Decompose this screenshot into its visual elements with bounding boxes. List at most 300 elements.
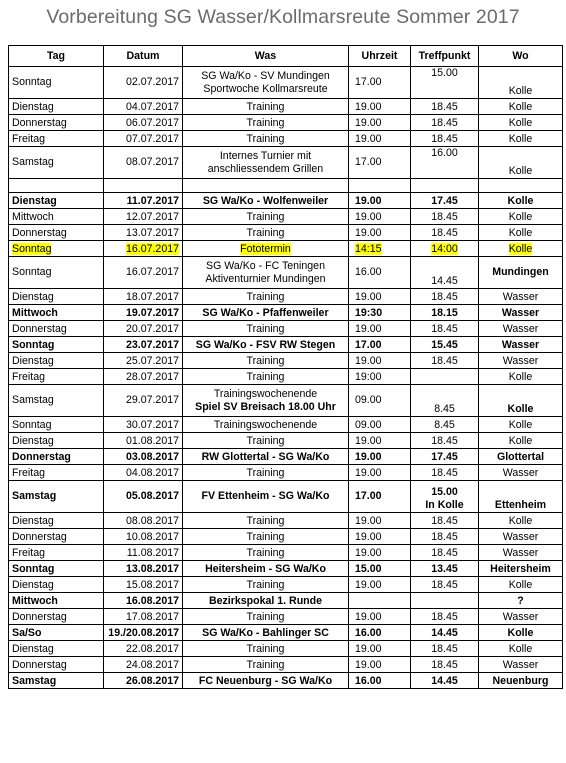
treffpunkt-text: 17.45: [431, 195, 458, 207]
treffpunkt-text: 15.00: [431, 67, 458, 79]
table-row: [9, 369, 563, 385]
cell-tag: [9, 369, 104, 385]
cell-uhrzeit: [349, 513, 411, 529]
table-row: [9, 481, 563, 513]
was-text: Training: [246, 515, 285, 527]
table-row: [9, 241, 563, 257]
uhrzeit-text: 19.00: [355, 643, 382, 655]
cell-was: [183, 241, 349, 257]
cell-uhrzeit: [349, 369, 411, 385]
cell-treffpunkt: [411, 241, 479, 257]
tag-text: Sonntag: [12, 419, 52, 431]
cell-wo: [479, 67, 563, 99]
cell-uhrzeit: [349, 147, 411, 179]
table-row: [9, 179, 563, 193]
treffpunkt-text: 18.45: [431, 579, 458, 591]
uhrzeit-text: 17.00: [355, 490, 382, 502]
cell-treffpunkt: [411, 481, 479, 513]
cell-datum: [104, 609, 183, 625]
cell-datum: [104, 193, 183, 209]
cell-datum: [104, 289, 183, 305]
cell-uhrzeit: [349, 657, 411, 673]
cell-was: [183, 289, 349, 305]
cell-datum: [104, 641, 183, 657]
cell-wo: [479, 321, 563, 337]
treffpunkt-text: 14.45: [431, 675, 458, 687]
cell-treffpunkt: [411, 305, 479, 321]
cell-datum: [104, 337, 183, 353]
tag-text: Sonntag: [12, 243, 52, 255]
cell-treffpunkt: [411, 593, 479, 609]
cell-tag: [9, 193, 104, 209]
was-text: Training: [246, 291, 285, 303]
cell-datum: [104, 481, 183, 513]
wo-text: Kolle: [508, 243, 533, 255]
table-row: [9, 513, 563, 529]
wo-text: Kolle: [508, 85, 533, 97]
cell-treffpunkt: [411, 193, 479, 209]
cell-datum: [104, 529, 183, 545]
cell-datum: [104, 417, 183, 433]
cell-was: [183, 115, 349, 131]
cell-datum: [104, 179, 183, 193]
uhrzeit-text: 19.00: [355, 227, 382, 239]
tag-text: Samstag: [12, 394, 54, 406]
cell-was: [183, 99, 349, 115]
cell-wo: [479, 225, 563, 241]
table-row: [9, 465, 563, 481]
table-row: [9, 257, 563, 289]
wo-text: Wasser: [502, 531, 539, 543]
cell-uhrzeit: [349, 449, 411, 465]
was-text-line2: Sportwoche Kollmarsreute: [203, 82, 328, 95]
cell-datum: [104, 385, 183, 417]
datum-text: 30.07.2017: [125, 419, 179, 431]
treffpunkt-text: 18.45: [431, 291, 458, 303]
wo-text: Kolle: [508, 419, 533, 431]
cell-treffpunkt: [411, 609, 479, 625]
cell-datum: [104, 577, 183, 593]
table-row: [9, 577, 563, 593]
cell-treffpunkt: [411, 225, 479, 241]
treffpunkt-text: 18.45: [431, 435, 458, 447]
wo-text: Kolle: [507, 627, 534, 639]
treffpunkt-text: 18.45: [431, 531, 458, 543]
cell-treffpunkt: [411, 657, 479, 673]
cell-datum: [104, 561, 183, 577]
cell-uhrzeit: [349, 545, 411, 561]
was-text: Training: [246, 659, 285, 671]
wo-text: Kolle: [507, 195, 534, 207]
uhrzeit-text: 19.00: [355, 659, 382, 671]
was-text: Training: [246, 133, 285, 145]
tag-text: Sonntag: [12, 339, 55, 351]
was-text: Training: [246, 323, 285, 335]
cell-treffpunkt: [411, 321, 479, 337]
was-text: Training: [246, 579, 285, 591]
datum-text: 12.07.2017: [125, 211, 179, 223]
treffpunkt-text: 18.45: [431, 659, 458, 671]
uhrzeit-text: 19.00: [355, 117, 382, 129]
datum-text: 19.07.2017: [125, 307, 179, 319]
cell-was: [183, 657, 349, 673]
cell-wo: [479, 147, 563, 179]
cell-treffpunkt: [411, 545, 479, 561]
datum-text: 06.07.2017: [125, 117, 179, 129]
cell-treffpunkt: [411, 209, 479, 225]
treffpunkt-text: 18.45: [431, 467, 458, 479]
cell-tag: [9, 305, 104, 321]
wo-text: Wasser: [502, 547, 539, 559]
schedule-table: [8, 45, 563, 689]
table-row: [9, 209, 563, 225]
cell-datum: [104, 369, 183, 385]
was-text: Training: [246, 355, 285, 367]
cell-was: [183, 449, 349, 465]
cell-tag: [9, 385, 104, 417]
cell-uhrzeit: [349, 353, 411, 369]
tag-text: Mittwoch: [12, 211, 54, 223]
cell-datum: [104, 465, 183, 481]
uhrzeit-text: 19.00: [355, 101, 382, 113]
cell-datum: [104, 433, 183, 449]
datum-text: 26.08.2017: [125, 675, 179, 687]
datum-text: 11.07.2017: [126, 195, 179, 207]
datum-text: 18.07.2017: [125, 291, 179, 303]
cell-tag: [9, 529, 104, 545]
cell-datum: [104, 513, 183, 529]
datum-text: 25.07.2017: [125, 355, 179, 367]
wo-text: Kolle: [508, 435, 533, 447]
was-text-line2: Aktiventurnier Mundingen: [205, 272, 326, 285]
cell-wo: [479, 545, 563, 561]
cell-tag: [9, 657, 104, 673]
uhrzeit-text: 19:00: [355, 371, 382, 383]
table-row: [9, 99, 563, 115]
wo-text: Neuenburg: [492, 675, 549, 687]
table-row: [9, 353, 563, 369]
wo-text: Kolle: [508, 579, 533, 591]
cell-uhrzeit: [349, 529, 411, 545]
tag-text: Dienstag: [12, 355, 54, 367]
cell-treffpunkt: [411, 641, 479, 657]
was-text: Training: [246, 101, 285, 113]
cell-uhrzeit: [349, 225, 411, 241]
tag-text: Sonntag: [12, 563, 55, 575]
was-text: Training: [246, 611, 285, 623]
treffpunkt-text: 18.45: [431, 101, 458, 113]
uhrzeit-text: 19.00: [355, 195, 382, 207]
cell-tag: [9, 337, 104, 353]
cell-was: [183, 353, 349, 369]
cell-wo: [479, 481, 563, 513]
treffpunkt-text: 18.45: [431, 227, 458, 239]
cell-datum: [104, 131, 183, 147]
cell-uhrzeit: [349, 577, 411, 593]
cell-uhrzeit: [349, 241, 411, 257]
wo-text: Kolle: [508, 643, 533, 655]
cell-uhrzeit: [349, 99, 411, 115]
tag-text: Donnerstag: [12, 659, 67, 671]
datum-text: 29.07.2017: [125, 394, 179, 406]
cell-was: [183, 593, 349, 609]
table-row: [9, 449, 563, 465]
cell-uhrzeit: [349, 609, 411, 625]
table-row: [9, 561, 563, 577]
table-row: [9, 593, 563, 609]
cell-treffpunkt: [411, 147, 479, 179]
uhrzeit-text: 15.00: [355, 563, 382, 575]
uhrzeit-text: 19.00: [355, 211, 382, 223]
cell-uhrzeit: [349, 321, 411, 337]
datum-text: 28.07.2017: [125, 371, 179, 383]
cell-datum: [104, 209, 183, 225]
datum-text: 17.08.2017: [125, 611, 179, 623]
cell-uhrzeit: [349, 673, 411, 689]
header-treffpunkt: Treffpunkt: [411, 46, 479, 67]
wo-text: Wasser: [502, 659, 539, 671]
was-text: SG Wa/Ko - FSV RW Stegen: [195, 339, 336, 351]
cell-datum: [104, 449, 183, 465]
was-text: Training: [246, 371, 285, 383]
treffpunkt-text: 18.45: [431, 117, 458, 129]
datum-text: 08.08.2017: [125, 515, 179, 527]
cell-treffpunkt: [411, 561, 479, 577]
cell-treffpunkt: [411, 289, 479, 305]
was-text: Training: [246, 211, 285, 223]
cell-tag: [9, 289, 104, 305]
datum-text: 01.08.2017: [125, 435, 179, 447]
uhrzeit-text: 19.00: [355, 531, 382, 543]
datum-text: 20.07.2017: [125, 323, 179, 335]
was-text: SG Wa/Ko - SV Mundingen: [201, 69, 330, 82]
cell-wo: [479, 369, 563, 385]
table-row: [9, 529, 563, 545]
uhrzeit-text: 19.00: [355, 435, 382, 447]
cell-uhrzeit: [349, 433, 411, 449]
cell-wo: [479, 115, 563, 131]
tag-text: Dienstag: [12, 515, 54, 527]
cell-was: [183, 321, 349, 337]
treffpunkt-text: 16.00: [431, 147, 458, 159]
wo-text: Kolle: [508, 101, 533, 113]
table-row: [9, 67, 563, 99]
cell-uhrzeit: [349, 115, 411, 131]
table-row: [9, 545, 563, 561]
table-row: [9, 433, 563, 449]
cell-datum: [104, 673, 183, 689]
datum-text: 03.08.2017: [125, 451, 179, 463]
cell-wo: [479, 529, 563, 545]
cell-tag: [9, 209, 104, 225]
was-text: Bezirkspokal 1. Runde: [208, 595, 323, 607]
cell-treffpunkt: [411, 625, 479, 641]
treffpunkt-text: 15.45: [431, 339, 458, 351]
treffpunkt-text: 14.45: [431, 627, 458, 639]
cell-wo: [479, 385, 563, 417]
was-text: Trainingswochenende: [213, 387, 318, 400]
header-row: [9, 46, 563, 67]
cell-wo: [479, 193, 563, 209]
tag-text: Dienstag: [12, 579, 54, 591]
wo-text: Wasser: [502, 467, 539, 479]
datum-text: 22.08.2017: [125, 643, 179, 655]
cell-wo: [479, 209, 563, 225]
cell-tag: [9, 625, 104, 641]
cell-wo: [479, 577, 563, 593]
cell-was: [183, 209, 349, 225]
tag-text: Donnerstag: [12, 611, 67, 623]
cell-datum: [104, 147, 183, 179]
cell-wo: [479, 417, 563, 433]
uhrzeit-text: 16.00: [355, 675, 382, 687]
was-text: SG Wa/Ko - Pfaffenweiler: [202, 307, 329, 319]
cell-was: [183, 513, 349, 529]
uhrzeit-text: 09.00: [355, 419, 382, 431]
tag-text: Donnerstag: [12, 227, 67, 239]
tag-text: Sa/So: [12, 627, 42, 639]
table-row: [9, 289, 563, 305]
was-text: Training: [246, 643, 285, 655]
header-tag: Tag: [9, 46, 104, 67]
cell-tag: [9, 179, 104, 193]
table-row: [9, 673, 563, 689]
wo-text: Mundingen: [492, 266, 549, 278]
uhrzeit-text: 19.00: [355, 467, 382, 479]
cell-treffpunkt: [411, 449, 479, 465]
tag-text: Mittwoch: [12, 595, 58, 607]
cell-wo: [479, 449, 563, 465]
cell-was: [183, 641, 349, 657]
cell-datum: [104, 115, 183, 131]
cell-datum: [104, 99, 183, 115]
tag-text: Donnerstag: [12, 451, 71, 463]
cell-treffpunkt: [411, 353, 479, 369]
datum-text: 07.07.2017: [125, 133, 179, 145]
wo-text: Wasser: [501, 339, 540, 351]
uhrzeit-text: 19.00: [355, 579, 382, 591]
datum-text: 13.08.2017: [125, 563, 179, 575]
cell-tag: [9, 449, 104, 465]
cell-wo: [479, 433, 563, 449]
cell-was: [183, 529, 349, 545]
wo-text: Ettenheim: [494, 499, 547, 511]
cell-wo: [479, 657, 563, 673]
tag-text: Sonntag: [12, 266, 52, 278]
cell-treffpunkt: [411, 179, 479, 193]
datum-text: 04.07.2017: [125, 101, 179, 113]
datum-text: 19./20.08.2017: [108, 627, 179, 639]
wo-text: Kolle: [508, 117, 533, 129]
cell-wo: [479, 641, 563, 657]
was-text: Training: [246, 547, 285, 559]
wo-text: Kolle: [508, 211, 533, 223]
cell-was: [183, 545, 349, 561]
cell-tag: [9, 417, 104, 433]
cell-tag: [9, 481, 104, 513]
datum-text: 08.07.2017: [125, 156, 179, 168]
cell-treffpunkt: [411, 577, 479, 593]
was-text: FV Ettenheim - SG Wa/Ko: [201, 490, 330, 502]
uhrzeit-text: 19.00: [355, 515, 382, 527]
cell-tag: [9, 99, 104, 115]
cell-uhrzeit: [349, 481, 411, 513]
cell-tag: [9, 545, 104, 561]
was-text: Trainingswochenende: [213, 419, 318, 431]
cell-was: [183, 225, 349, 241]
datum-text: 10.08.2017: [125, 531, 179, 543]
cell-treffpunkt: [411, 465, 479, 481]
cell-tag: [9, 131, 104, 147]
wo-text: Wasser: [502, 355, 539, 367]
tag-text: Samstag: [12, 675, 57, 687]
cell-uhrzeit: [349, 465, 411, 481]
cell-wo: [479, 353, 563, 369]
wo-text: Wasser: [502, 291, 539, 303]
uhrzeit-text: 19:30: [355, 307, 383, 319]
cell-wo: [479, 257, 563, 289]
cell-wo: [479, 593, 563, 609]
uhrzeit-text: 14:15: [355, 243, 382, 255]
table-row: [9, 385, 563, 417]
cell-treffpunkt: [411, 131, 479, 147]
treffpunkt-text: 15.00: [431, 486, 458, 498]
table-row: [9, 417, 563, 433]
cell-datum: [104, 321, 183, 337]
was-text: Training: [246, 117, 285, 129]
cell-tag: [9, 641, 104, 657]
treffpunkt-text: 8.45: [434, 419, 455, 431]
was-text-line2: anschliessendem Grillen: [207, 162, 324, 175]
table-row: [9, 337, 563, 353]
cell-treffpunkt: [411, 529, 479, 545]
cell-treffpunkt: [411, 417, 479, 433]
cell-wo: [479, 131, 563, 147]
tag-text: Dienstag: [12, 643, 54, 655]
cell-was: [183, 465, 349, 481]
cell-datum: [104, 657, 183, 673]
cell-datum: [104, 545, 183, 561]
was-text: Heitersheim - SG Wa/Ko: [205, 563, 326, 575]
cell-tag: [9, 577, 104, 593]
cell-datum: [104, 257, 183, 289]
datum-text: 16.07.2017: [125, 243, 179, 255]
cell-was: [183, 337, 349, 353]
treffpunkt-text: 18.45: [431, 643, 458, 655]
cell-datum: [104, 625, 183, 641]
cell-treffpunkt: [411, 115, 479, 131]
cell-uhrzeit: [349, 209, 411, 225]
cell-treffpunkt: [411, 257, 479, 289]
wo-text: Glottertal: [496, 451, 545, 463]
cell-tag: [9, 593, 104, 609]
cell-uhrzeit: [349, 385, 411, 417]
was-text-line2: Spiel SV Breisach 18.00 Uhr: [195, 400, 336, 413]
cell-uhrzeit: [349, 641, 411, 657]
cell-datum: [104, 593, 183, 609]
tag-text: Donnerstag: [12, 117, 67, 129]
header-wo: Wo: [479, 46, 563, 67]
cell-was: [183, 385, 349, 417]
header-datum: Datum: [104, 46, 183, 67]
cell-was: [183, 417, 349, 433]
cell-was: [183, 481, 349, 513]
was-text: Training: [246, 467, 285, 479]
cell-wo: [479, 561, 563, 577]
uhrzeit-text: 19.00: [355, 291, 382, 303]
was-text: RW Glottertal - SG Wa/Ko: [201, 451, 330, 463]
uhrzeit-text: 19.00: [355, 323, 382, 335]
